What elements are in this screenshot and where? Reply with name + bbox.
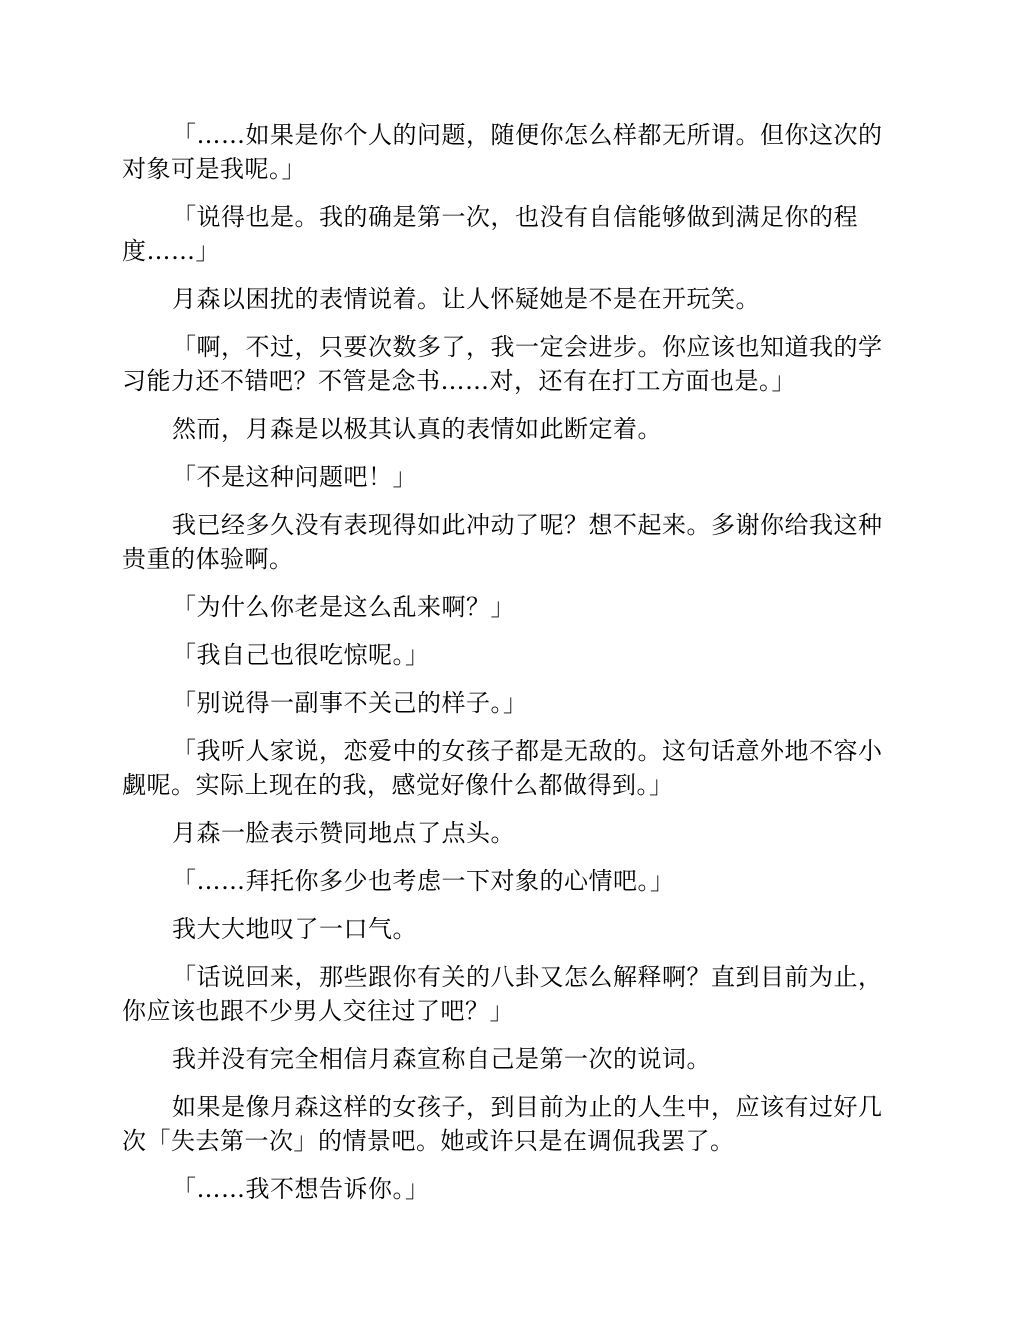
body-text <box>122 118 900 1220</box>
paragraph: 「啊，不过，只要次数多了，我一定会进步。你应该也知道我的学习能力还不错吧？不管是念书……对，还有在打工方面也是。」 <box>122 333 883 395</box>
paragraph: 如果是像月森这样的女孩子，到目前为止的人生中，应该有过好几次「失去第一次」的情景吧。她或许只是在调侃我罢了。 <box>122 1093 883 1155</box>
paragraph: 我并没有完全相信月森宣称自己是第一次的说词。 <box>172 1045 711 1073</box>
paragraph: 「……如果是你个人的问题，随便你怎么样都无所谓。但你这次的对象可是我呢。」 <box>122 121 883 183</box>
paragraph: 「别说得一副事不关己的样子。」 <box>172 689 528 717</box>
paragraph: 月森一脸表示赞同地点了点头。 <box>172 819 515 847</box>
paragraph: 「我自己也很吃惊呢。」 <box>172 641 430 669</box>
paragraph: 「说得也是。我的确是第一次，也没有自信能够做到满足你的程度……」 <box>122 203 858 265</box>
paragraph: 我大大地叹了一口气。 <box>172 915 417 943</box>
paragraph: 「……拜托你多少也考虑一下对象的心情吧。」 <box>172 867 675 895</box>
paragraph: 「……我不想告诉你。」 <box>172 1175 430 1203</box>
paragraph: 月森以困扰的表情说着。让人怀疑她是不是在开玩笑。 <box>172 285 760 313</box>
paragraph: 「为什么你老是这么乱来啊？」 <box>172 593 515 621</box>
paragraph: 「我听人家说，恋爱中的女孩子都是无敌的。这句话意外地不容小觑呢。实际上现在的我，感觉好像什么都做得到。」 <box>122 737 883 799</box>
paragraph: 然而，月森是以极其认真的表情如此断定着。 <box>172 415 662 443</box>
paragraph: 「不是这种问题吧！」 <box>172 463 417 491</box>
paragraph: 我已经多久没有表现得如此冲动了呢？想不起来。多谢你给我这种贵重的体验啊。 <box>122 511 883 573</box>
paragraph: 「话说回来，那些跟你有关的八卦又怎么解释啊？直到目前为止，你应该也跟不少男人交往过了吧？」 <box>122 963 883 1025</box>
